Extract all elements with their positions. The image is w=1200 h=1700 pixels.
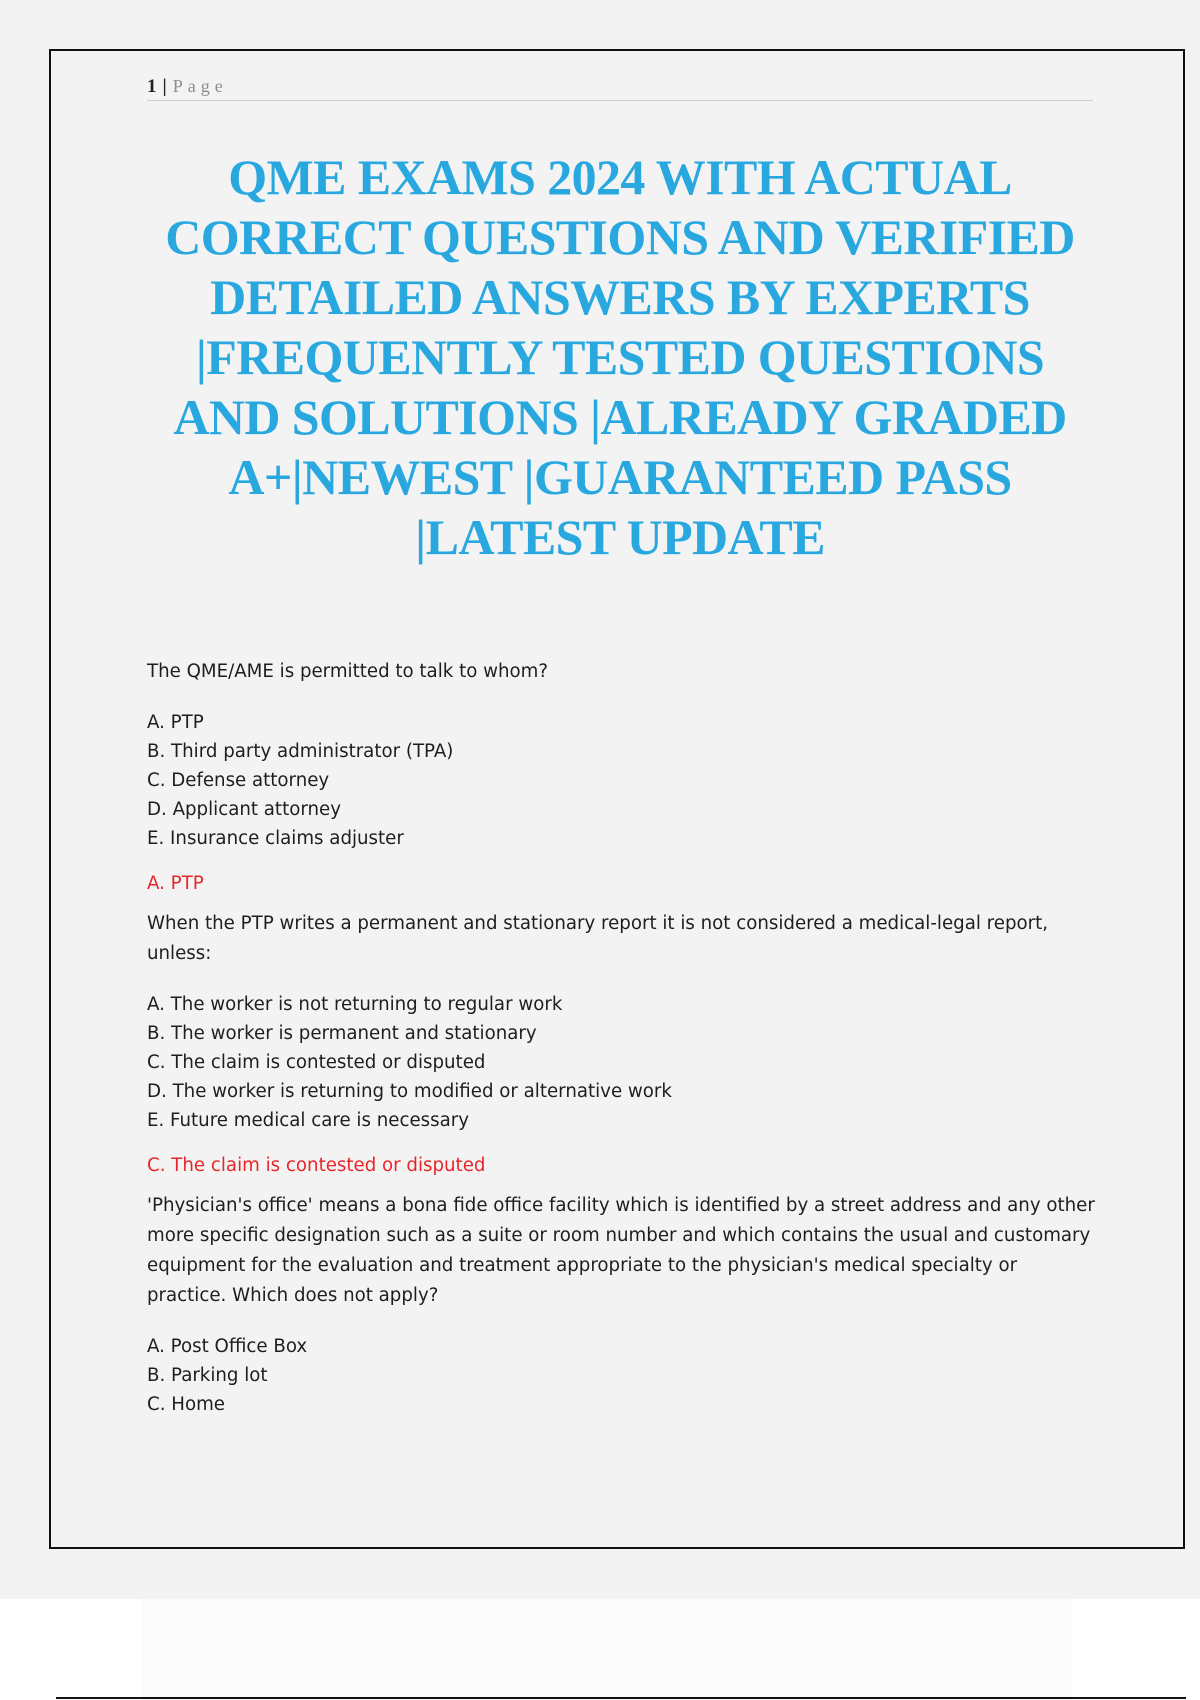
question-text: The QME/AME is permitted to talk to whom?	[147, 661, 549, 682]
next-page-area	[142, 1599, 1072, 1700]
option-item: A. The worker is not returning to regular work	[147, 994, 563, 1015]
page-divider	[56, 1697, 1186, 1699]
correct-answer: A. PTP	[147, 873, 204, 894]
question-text: When the PTP writes a permanent and stationary report it is not considered a medical-legal report, unless:	[147, 913, 1049, 964]
option-item: C. Home	[147, 1394, 225, 1415]
document-title: QME EXAMS 2024 WITH ACTUAL CORRECT QUESTIONS AND VERIFIED DETAILED ANSWERS BY EXPERTS |FREQUENTLY TESTED QUESTIONS AND SOLUTIONS |ALREADY GRADED A+|NEWEST |GUARANTEED PASS |LATEST UPDATE	[165, 149, 1075, 565]
page-number: 1	[147, 76, 157, 97]
page-label: Page	[172, 76, 228, 96]
page-header	[147, 76, 1093, 101]
answer-options	[147, 990, 1097, 1135]
next-page-preview	[0, 1599, 1200, 1700]
answer-options	[147, 708, 1097, 853]
option-item: D. Applicant attorney	[147, 799, 341, 820]
option-item: E. Insurance claims adjuster	[147, 828, 404, 849]
correct-answer: C. The claim is contested or disputed	[147, 1155, 486, 1176]
option-item: B. Third party administrator (TPA)	[147, 741, 454, 762]
option-item: C. The claim is contested or disputed	[147, 1052, 486, 1073]
question-block-3	[147, 1191, 1097, 1419]
question-block-2	[147, 909, 1097, 1181]
option-item: A. Post Office Box	[147, 1336, 308, 1357]
question-text: 'Physician's office' means a bona fide office facility which is identified by a street address and any other more specific designation such as a suite or room number and which contains the usual and customary equipment for the evaluation and treatment appropriate to the physician's medical specialty or practice. Which does not apply?	[147, 1195, 1095, 1306]
option-item: E. Future medical care is necessary	[147, 1110, 469, 1131]
answer-options	[147, 1332, 1097, 1419]
questions-content	[147, 657, 1097, 1419]
option-item: D. The worker is returning to modified or alternative work	[147, 1081, 672, 1102]
option-item: B. Parking lot	[147, 1365, 268, 1386]
option-item: A. PTP	[147, 712, 204, 733]
question-block-1	[147, 657, 1097, 899]
option-item: B. The worker is permanent and stationary	[147, 1023, 537, 1044]
page-separator: |	[162, 76, 167, 97]
document-page	[49, 49, 1185, 1549]
option-item: C. Defense attorney	[147, 770, 330, 791]
